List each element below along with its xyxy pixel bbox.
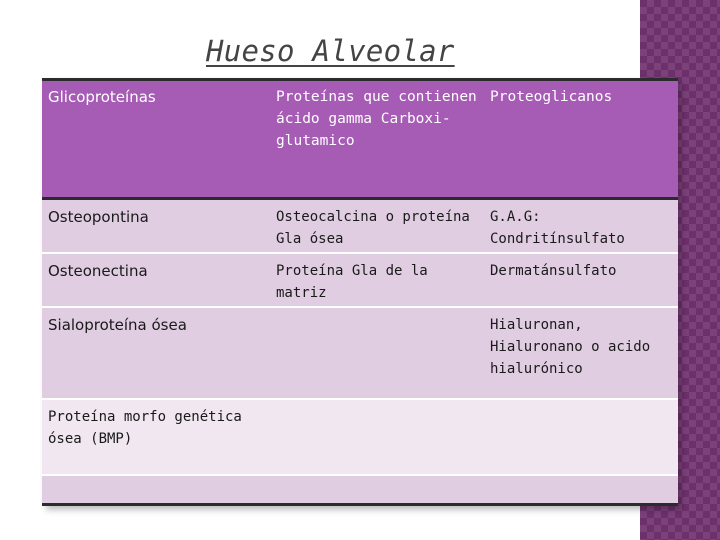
table-row xyxy=(42,400,678,476)
header-glicoproteinas: Glicoproteínas xyxy=(48,88,156,106)
header-proteoglicanos: Proteoglicanos xyxy=(490,89,613,105)
table-cell: Hialuronan, Hialuronano o acido hialurónico xyxy=(490,317,651,377)
slide-title: Hueso Alveolar xyxy=(206,34,455,68)
table-cell: Osteonectina xyxy=(48,262,148,280)
table-cell: G.A.G: Condritínsulfato xyxy=(490,209,625,247)
table-row xyxy=(42,254,678,308)
protein-table xyxy=(42,78,678,506)
table-cell: Proteína morfo genética ósea (BMP) xyxy=(48,409,242,447)
table-cell xyxy=(270,400,484,474)
table-row xyxy=(42,200,678,254)
header-proteinas-gla: Proteínas que contienen ácido gamma Carboxi-glutamico xyxy=(276,89,477,149)
table-row xyxy=(42,476,678,506)
table-cell: Sialoproteína ósea xyxy=(48,316,187,334)
table-cell xyxy=(42,476,270,503)
table-cell xyxy=(270,476,484,503)
table-cell: Osteopontina xyxy=(48,208,149,226)
table-header-row xyxy=(42,78,678,200)
table-cell: Proteína Gla de la matriz xyxy=(276,263,428,301)
table-cell: Dermatánsulfato xyxy=(490,263,617,279)
table-cell xyxy=(270,308,484,398)
table-cell xyxy=(484,476,678,503)
table-row xyxy=(42,308,678,400)
table-cell: Osteocalcina o proteína Gla ósea xyxy=(276,209,470,247)
table-cell xyxy=(484,400,678,474)
